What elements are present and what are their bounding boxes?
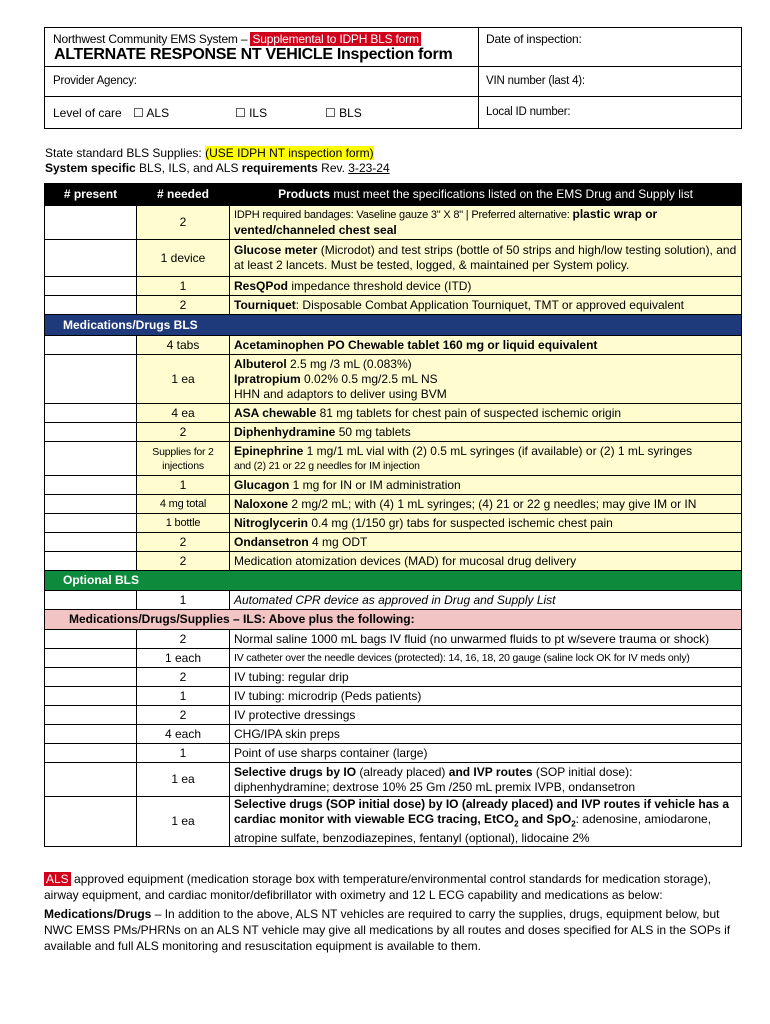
product-cell: CHG/IPA skin preps <box>230 725 742 744</box>
product-cell: ASA chewable 81 mg tablets for chest pain of suspected ischemic origin <box>230 404 742 423</box>
product-cell: Automated CPR device as approved in Drug and Supply List <box>230 591 742 610</box>
product-cell: Point of use sharps container (large) <box>230 744 742 763</box>
product-cell: Glucagon 1 mg for IN or IM administration <box>230 476 742 495</box>
present-cell[interactable] <box>45 240 137 277</box>
date-of-inspection-field[interactable]: Date of inspection: <box>486 32 582 46</box>
needed-cell: 4 mg total <box>137 495 230 514</box>
intro-levels: BLS, ILS, and ALS <box>135 161 242 175</box>
product-cell: ResQPod impedance threshold device (ITD) <box>230 277 742 296</box>
needed-cell: 1 bottle <box>137 514 230 533</box>
present-cell[interactable] <box>45 630 137 649</box>
needed-cell: 2 <box>137 423 230 442</box>
intro-use-idph: (USE IDPH NT inspection form) <box>205 146 374 160</box>
provider-agency-field[interactable]: Provider Agency: <box>53 75 137 87</box>
table-row <box>45 277 742 296</box>
als-medications-paragraph <box>44 906 734 954</box>
needed-cell: 4 ea <box>137 404 230 423</box>
product-cell: Selective drugs (SOP initial dose) by IO (already placed) and IVP routes if vehicle has a cardiac monitor with viewable ECG tracing, EtCO$_2$ and SpO$_2$: adenosine, amiodarone, atropine sulfate, benzodiazepines, fentanyl (optional), lidocaine 2% <box>230 797 742 847</box>
als-equipment-paragraph <box>44 871 734 903</box>
product-cell: Albuterol 2.5 mg /3 mL (0.083%) Ipratropium 0.02% 0.5 mg/2.5 mL NS HHN and adaptors to deliver using BVM <box>230 355 742 404</box>
system-name: Northwest Community EMS System – <box>53 32 248 46</box>
present-cell[interactable] <box>45 552 137 571</box>
table-row <box>45 744 742 763</box>
section-header-optional-bls: Optional BLS <box>45 571 742 591</box>
col-products-header: Products must meet the specifications listed on the EMS Drug and Supply list <box>230 184 742 206</box>
als-medications-text: – In addition to the above, ALS NT vehicles are required to carry the supplies, drugs, equipment below, but NWC EMSS PMs/PHRNs on an ALS NT vehicle may give all medications by all routes and doses specified for ALS in the SOPs if available and full ALS monitoring and resuscitation equipment is available to them. <box>44 907 731 953</box>
product-cell: IDPH required bandages: Vaseline gauze 3" X 8" | Preferred alternative: plastic wrap or vented/channeled chest seal <box>230 206 742 240</box>
table-row <box>45 206 742 240</box>
present-cell[interactable] <box>45 296 137 315</box>
needed-cell: 2 <box>137 706 230 725</box>
als-tag: ALS <box>46 872 69 886</box>
als-equipment-text: approved equipment (medication storage box with temperature/environmental control standards for medication storage), airway equipment, and cardiac monitor/defibrillator with oximetry and 12 L ECG capability and medications as below: <box>44 872 712 902</box>
present-cell[interactable] <box>45 336 137 355</box>
present-cell[interactable] <box>45 649 137 668</box>
product-cell: Ondansetron 4 mg ODT <box>230 533 742 552</box>
present-cell[interactable] <box>45 744 137 763</box>
present-cell[interactable] <box>45 442 137 476</box>
intro-line-1 <box>45 146 390 161</box>
needed-cell: 4 tabs <box>137 336 230 355</box>
local-id-field[interactable]: Local ID number: <box>486 106 571 118</box>
present-cell[interactable] <box>45 514 137 533</box>
table-row <box>45 423 742 442</box>
needed-cell: 1 <box>137 476 230 495</box>
present-cell[interactable] <box>45 797 137 847</box>
product-cell: Naloxone 2 mg/2 mL; with (4) 1 mL syringes; (4) 21 or 22 g needles; may give IM or IN <box>230 495 742 514</box>
needed-cell: 1 <box>137 277 230 296</box>
supplies-table <box>44 183 742 847</box>
table-row <box>45 649 742 668</box>
table-row <box>45 706 742 725</box>
needed-cell: 2 <box>137 206 230 240</box>
table-row <box>45 355 742 404</box>
table-row <box>45 533 742 552</box>
header-divider-vertical <box>478 28 479 128</box>
needed-cell: 2 <box>137 296 230 315</box>
product-cell: IV tubing: regular drip <box>230 668 742 687</box>
product-cell: IV protective dressings <box>230 706 742 725</box>
table-row <box>45 630 742 649</box>
present-cell[interactable] <box>45 668 137 687</box>
product-cell: Normal saline 1000 mL bags IV fluid (no unwarmed fluids to pt w/severe trauma or shock) <box>230 630 742 649</box>
als-checkbox[interactable]: ☐ ALS <box>133 106 170 120</box>
present-cell[interactable] <box>45 725 137 744</box>
intro-requirements: requirements <box>241 161 318 175</box>
product-cell: Acetaminophen PO Chewable tablet 160 mg or liquid equivalent <box>230 336 742 355</box>
form-title: ALTERNATE RESPONSE NT VEHICLE Inspection form <box>54 46 453 63</box>
table-row <box>45 797 742 847</box>
product-cell: Glucose meter (Microdot) and test strips (bottle of 50 strips and high/low testing solution), and at least 2 lancets. Must be tested, logged, & maintained per System policy. <box>230 240 742 277</box>
present-cell[interactable] <box>45 687 137 706</box>
present-cell[interactable] <box>45 355 137 404</box>
table-header-row <box>45 184 742 206</box>
needed-cell: 2 <box>137 630 230 649</box>
present-cell[interactable] <box>45 763 137 797</box>
present-cell[interactable] <box>45 476 137 495</box>
col-present-header: # present <box>45 184 137 206</box>
needed-cell: 2 <box>137 668 230 687</box>
supplemental-tag: Supplemental to IDPH BLS form <box>252 32 419 46</box>
intro-rev: Rev. <box>317 161 349 175</box>
present-cell[interactable] <box>45 591 137 610</box>
table-row <box>45 591 742 610</box>
system-line <box>53 32 421 46</box>
table-row <box>45 763 742 797</box>
needed-cell: 1 <box>137 687 230 706</box>
table-row <box>45 495 742 514</box>
table-row <box>45 668 742 687</box>
header-divider-1 <box>45 66 741 67</box>
table-row <box>45 442 742 476</box>
table-row <box>45 404 742 423</box>
product-cell: IV tubing: microdrip (Peds patients) <box>230 687 742 706</box>
table-row <box>45 725 742 744</box>
present-cell[interactable] <box>45 495 137 514</box>
present-cell[interactable] <box>45 423 137 442</box>
needed-cell: 2 <box>137 533 230 552</box>
header-box <box>44 27 742 129</box>
needed-cell: Supplies for 2 injections <box>137 442 230 476</box>
vin-number-field[interactable]: VIN number (last 4): <box>486 75 585 87</box>
product-cell: Medication atomization devices (MAD) for mucosal drug delivery <box>230 552 742 571</box>
intro-system-specific: System specific <box>45 161 136 175</box>
present-cell[interactable] <box>45 533 137 552</box>
product-cell: Diphenhydramine 50 mg tablets <box>230 423 742 442</box>
als-medications-label: Medications/Drugs <box>44 907 152 921</box>
intro-text <box>45 146 390 176</box>
bls-checkbox[interactable]: ☐ BLS <box>325 106 362 120</box>
table-row <box>45 687 742 706</box>
needed-cell: 1 <box>137 591 230 610</box>
table-row <box>45 552 742 571</box>
needed-cell: 1 device <box>137 240 230 277</box>
table-row <box>45 240 742 277</box>
product-cell: Selective drugs by IO (already placed) and IVP routes (SOP initial dose): diphenhydramine; dextrose 10% 25 Gm /250 mL premix IVPB, ondansetron <box>230 763 742 797</box>
intro-state-standard: State standard BLS Supplies: <box>45 146 206 160</box>
present-cell[interactable] <box>45 404 137 423</box>
table-row <box>45 336 742 355</box>
needed-cell: 1 <box>137 744 230 763</box>
needed-cell: 1 each <box>137 649 230 668</box>
table-row <box>45 296 742 315</box>
level-of-care-label: Level of care <box>53 106 122 120</box>
ils-checkbox[interactable]: ☐ ILS <box>235 106 268 120</box>
product-cell: Epinephrine 1 mg/1 mL vial with (2) 0.5 mL syringes (if available) or (2) 1 mL syringes and (2) 21 or 22 g needles for IM injection <box>230 442 742 476</box>
section-header-ils: Medications/Drugs/Supplies – ILS: Above plus the following: <box>45 610 742 630</box>
needed-cell: 1 ea <box>137 797 230 847</box>
needed-cell: 2 <box>137 552 230 571</box>
header-divider-2 <box>45 96 741 97</box>
present-cell[interactable] <box>45 206 137 240</box>
product-cell: IV catheter over the needle devices (protected): 14, 16, 18, 20 gauge (saline lock OK for IV meds only) <box>230 649 742 668</box>
needed-cell: 1 ea <box>137 763 230 797</box>
present-cell[interactable] <box>45 706 137 725</box>
intro-rev-date: 3-23-24 <box>348 161 390 175</box>
product-cell: Nitroglycerin 0.4 mg (1/150 gr) tabs for suspected ischemic chest pain <box>230 514 742 533</box>
needed-cell: 4 each <box>137 725 230 744</box>
col-needed-header: # needed <box>137 184 230 206</box>
product-cell: Tourniquet: Disposable Combat Application Tourniquet, TMT or approved equivalent <box>230 296 742 315</box>
table-row <box>45 514 742 533</box>
intro-line-2 <box>45 161 390 176</box>
section-header-meds-bls: Medications/Drugs BLS <box>45 315 742 336</box>
present-cell[interactable] <box>45 277 137 296</box>
table-row <box>45 476 742 495</box>
needed-cell: 1 ea <box>137 355 230 404</box>
